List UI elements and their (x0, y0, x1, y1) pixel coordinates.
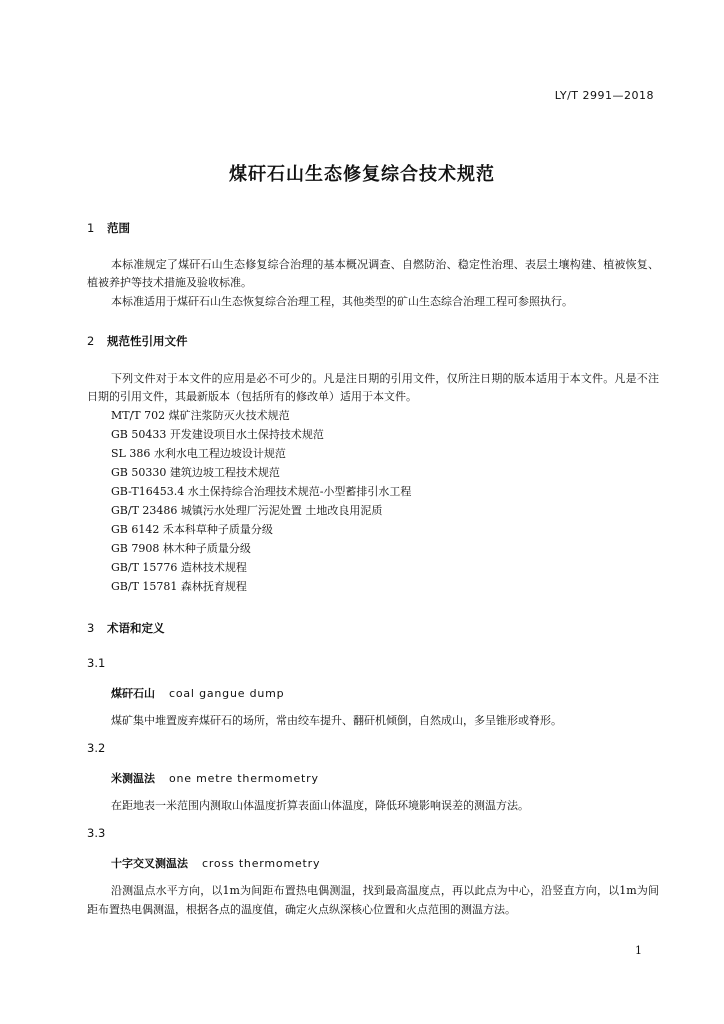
document-title: 煤矸石山生态修复综合技术规范 (229, 164, 495, 185)
reference-item: GB/T 15781 森林抚育规程 (111, 580, 247, 593)
reference-item: GB 6142 禾本科草种子质量分级 (111, 523, 273, 536)
section-number: 3 (87, 621, 95, 635)
term-zh: 十字交叉测温法 (111, 857, 188, 870)
section-3-heading (87, 620, 165, 636)
scope-paragraph-2: 本标准适用于煤矸石山生态恢复综合治理工程，其他类型的矿山生态综合治理工程可参照执行。 (111, 295, 573, 308)
term-en: one metre thermometry (169, 772, 319, 785)
term-definition: 沿测温点水平方向，以1m为间距布置热电偶测温，找到最高温度点，再以此点为中心，沿竖直方向，以1m为间距布置热电偶测温，根据各点的温度值，确定火点纵深核心位置和火点范围的测温方法。 (87, 884, 659, 916)
reference-item: SL 386 水利水电工程边坡设计规范 (111, 447, 286, 460)
term-en: cross thermometry (202, 857, 321, 870)
standard-code: LY/T 2991—2018 (554, 89, 654, 102)
term-number: 3.1 (87, 656, 106, 670)
term-title (111, 855, 320, 871)
scope-paragraph-1: 本标准规定了煤矸石山生态修复综合治理的基本概况调查、自燃防治、稳定性治理、表层土壤构建、植被恢复、植被养护等技术措施及验收标准。 (87, 258, 659, 289)
reference-list (111, 406, 411, 596)
reference-item: GB 7908 林木种子质量分级 (111, 542, 251, 555)
term-title (111, 770, 319, 786)
reference-item: GB 50330 建筑边坡工程技术规范 (111, 466, 280, 479)
page-number: 1 (635, 944, 642, 957)
reference-item: GB/T 23486 城镇污水处理厂污泥处置 土地改良用泥质 (111, 504, 383, 517)
section-number: 1 (87, 221, 95, 235)
term-number: 3.2 (87, 741, 106, 755)
term-definition: 在距地表一米范围内测取山体温度折算表面山体温度，降低环境影响误差的测温方法。 (111, 799, 529, 812)
section-title: 范围 (107, 221, 130, 235)
reference-item: MT/T 702 煤矿注浆防灭火技术规范 (111, 409, 290, 422)
section-number: 2 (87, 334, 95, 348)
term-en: coal gangue dump (169, 687, 285, 700)
section-title: 规范性引用文件 (107, 334, 188, 348)
reference-item: GB-T16453.4 水土保持综合治理技术规范-小型蓄排引水工程 (111, 485, 412, 498)
term-title (111, 685, 284, 701)
section-title: 术语和定义 (107, 621, 165, 635)
term-definition: 煤矿集中堆置废弃煤矸石的场所，常由绞车提升、翻矸机倾倒，自然成山，多呈锥形或脊形。 (111, 714, 562, 727)
section-1-heading (87, 220, 130, 236)
reference-item: GB 50433 开发建设项目水土保持技术规范 (111, 428, 324, 441)
reference-item: GB/T 15776 造林技术规程 (111, 561, 247, 574)
section-2-heading (87, 333, 188, 349)
term-zh: 米测温法 (111, 772, 155, 785)
references-intro: 下列文件对于本文件的应用是必不可少的。凡是注日期的引用文件，仅所注日期的版本适用于本文件。凡是不注日期的引用文件，其最新版本（包括所有的修改单）适用于本文件。 (87, 372, 659, 403)
term-number: 3.3 (87, 826, 106, 840)
term-zh: 煤矸石山 (111, 687, 155, 700)
